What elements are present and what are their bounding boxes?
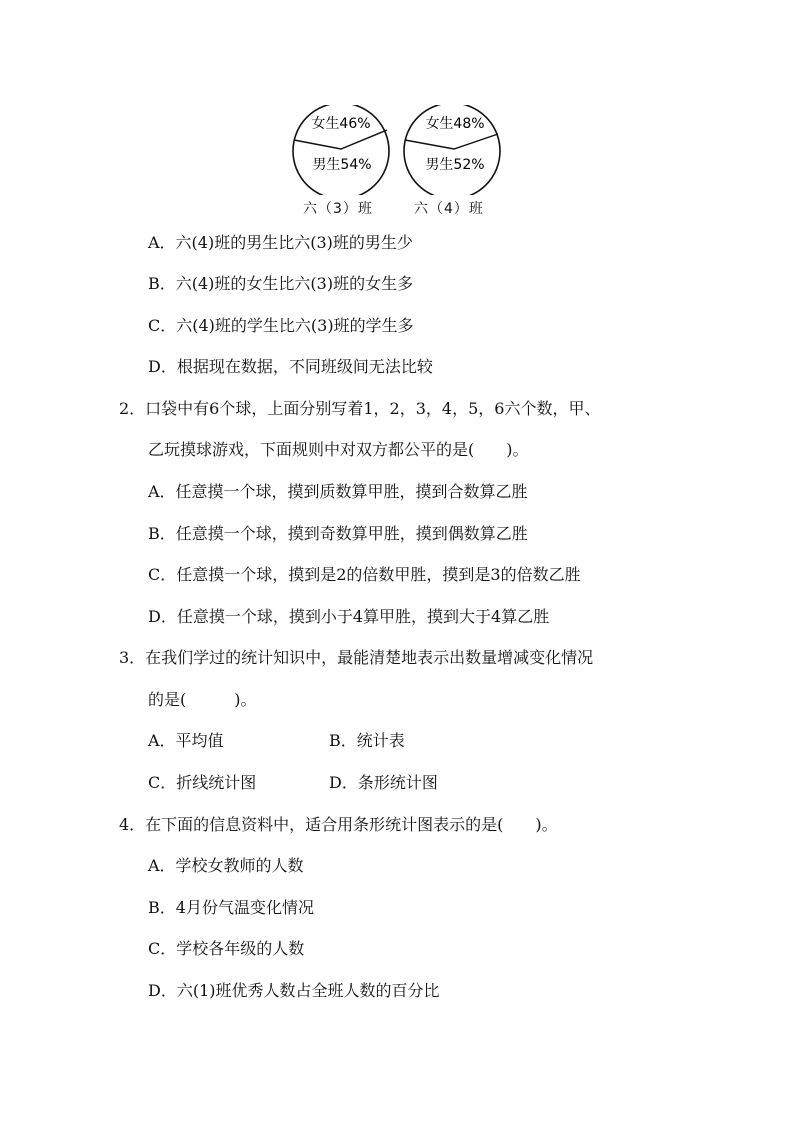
pie-slice-label-boys-6-3: 男生54% [312, 157, 372, 173]
q3-stem-line-1: 3．在我们学过的统计知识中，最能清楚地表示出数量增减变化情况 [119, 648, 594, 667]
q4-option-c: C．学校各年级的人数 [148, 939, 305, 958]
q4-stem: 4．在下面的信息资料中，适合用条形统计图表示的是( )。 [119, 815, 558, 834]
q4-option-a: A．学校女教师的人数 [148, 856, 304, 875]
q2-option-a: A．任意摸一个球，摸到质数算甲胜，摸到合数算乙胜 [148, 482, 528, 501]
q3-option-a: A．平均值 [148, 731, 224, 750]
q2-option-b: B．任意摸一个球，摸到奇数算甲胜，摸到偶数算乙胜 [148, 524, 528, 543]
q1-option-d: D．根据现在数据，不同班级间无法比较 [148, 357, 433, 376]
pie-caption-6-4: 六（4）班 [414, 201, 484, 217]
q1-option-c: C．六(4)班的学生比六(3)班的学生多 [148, 316, 414, 335]
pie-slice-label-boys-6-4: 男生52% [425, 157, 485, 173]
pie-charts-figure [290, 105, 510, 217]
q3-option-c: C．折线统计图 [148, 773, 257, 792]
q1-option-b: B．六(4)班的女生比六(3)班的女生多 [148, 274, 414, 293]
pie-caption-6-3: 六（3）班 [303, 201, 373, 217]
q4-option-d: D．六(1)班优秀人数占全班人数的百分比 [148, 981, 440, 1000]
q1-option-a: A．六(4)班的男生比六(3)班的男生少 [148, 233, 413, 252]
pie-slice-label-girls-6-3: 女生46% [311, 116, 371, 132]
q2-stem-line-2: 乙玩摸球游戏，下面规则中对双方都公平的是( )。 [148, 440, 529, 459]
q2-option-c: C．任意摸一个球，摸到是2的倍数甲胜，摸到是3的倍数乙胜 [148, 565, 581, 584]
pie-chart-class-6-4 [404, 105, 500, 195]
q2-stem-line-1: 2．口袋中有6个球，上面分别写着1，2，3，4，5，6六个数，甲、 [119, 399, 601, 418]
q3-option-d: D．条形统计图 [329, 773, 438, 792]
pie-charts-svg [290, 105, 510, 195]
pie-slice-label-girls-6-4: 女生48% [425, 116, 485, 132]
q2-option-d: D．任意摸一个球，摸到小于4算甲胜，摸到大于4算乙胜 [148, 607, 550, 626]
q3-option-b: B．统计表 [329, 731, 405, 750]
pie-chart-class-6-3 [293, 105, 389, 195]
q3-stem-line-2: 的是( )。 [148, 690, 257, 709]
q4-option-b: B．4月份气温变化情况 [148, 898, 314, 917]
